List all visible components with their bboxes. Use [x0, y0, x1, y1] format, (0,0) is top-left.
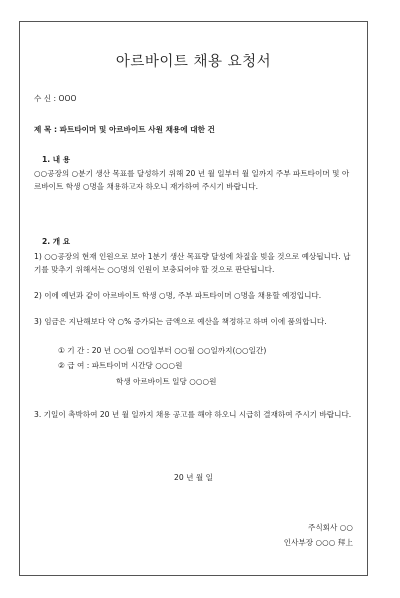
signer-line: 인사부장 ○○○ 拜上 [283, 538, 353, 547]
section2-item-2: 2) 이에 예년과 같이 아르바이트 학생 ○명, 주부 파트타이머 ○명을 채용할 예정입니다. [34, 291, 322, 300]
document-page [19, 21, 368, 576]
subject-value: 파트타이머 및 아르바이트 사원 채용에 대한 건 [59, 125, 215, 134]
pay-line-1: ② 급 여 : 파트타이머 시간당 ○○○원 [58, 361, 183, 370]
section1-body: ○○공장의 ○분기 생산 목표를 달성하기 위해 20 년 월 일부터 월 일까지 주부 파트타이머 및 아르바이트 학생 ○명을 채용하고자 하오니 재가하여 주시기 바랍니다. [34, 169, 350, 191]
section2-heading: 2. 개 요 [42, 237, 71, 246]
pay-line-2: 학생 아르바이트 일당 ○○○원 [116, 377, 217, 386]
date-line: 20 년 월 일 [174, 473, 213, 482]
section3-body: 3. 기일이 촉박하여 20 년 월 일까지 채용 공고를 해야 하오니 시급히 결재하여 주시기 바랍니다. [34, 410, 352, 419]
recipient-row [34, 95, 76, 103]
period-line: ① 기 간 : 20 년 ○○월 ○○일부터 ○○월 ○○일까지(○○일간) [58, 346, 267, 355]
recipient-value: OOO [58, 94, 77, 103]
subject-label: 제 목 : [34, 125, 57, 134]
document-title: 아르바이트 채용 요청서 [115, 54, 272, 70]
section2-item-1: 1) ○○공장의 현재 인원으로 보아 1분기 생산 목표량 달성에 차질을 빚을 것으로 예상됩니다. 납기를 맞추기 위해서는 ○○명의 인원이 보충되어야 할 것으로 판단됩니다. [34, 252, 351, 274]
company-name: 주식회사 ○○ [307, 523, 353, 532]
recipient-label: 수 신 : [34, 94, 57, 103]
section2-item-3: 3) 임금은 지난해보다 약 ○% 증가되는 금액으로 예산을 책정하고 하며 이에 품의합니다. [34, 317, 327, 326]
section1-heading: 1. 내 용 [42, 155, 71, 164]
subject-row [34, 126, 215, 134]
